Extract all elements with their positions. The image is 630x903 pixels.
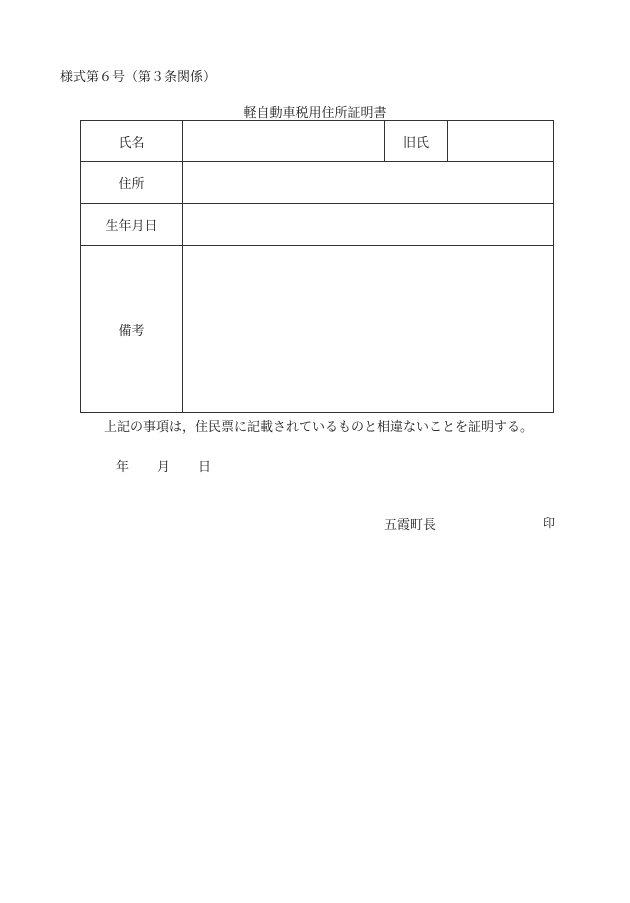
address-row: [81, 162, 554, 204]
birthdate-label: 生年月日: [81, 204, 183, 246]
remarks-row: [81, 246, 554, 413]
name-row: [81, 121, 554, 162]
seal-mark: 印: [543, 516, 556, 530]
former-name-label: 旧氏: [385, 121, 448, 162]
birthdate-field[interactable]: [183, 204, 554, 246]
form-number: 様式第６号（第３条関係）: [60, 70, 217, 85]
issue-date: [116, 456, 211, 475]
address-label: 住所: [81, 162, 183, 204]
remarks-label: 備考: [81, 246, 183, 413]
certificate-table: [80, 120, 554, 413]
name-field[interactable]: [183, 121, 385, 162]
date-year-label: 年: [116, 460, 130, 475]
date-month-label: 月: [157, 460, 171, 475]
former-name-field[interactable]: [448, 121, 554, 162]
address-field[interactable]: [183, 162, 554, 204]
name-label: 氏名: [81, 121, 183, 162]
issuer-title: 五霞町長: [384, 518, 437, 533]
document-title: 軽自動車税用住所証明書: [243, 106, 387, 121]
birthdate-row: [81, 204, 554, 246]
remarks-field[interactable]: [183, 246, 554, 413]
date-day-label: 日: [198, 460, 212, 475]
certification-statement: 上記の事項は，住民票に記載されているものと相違ないことを証明する。: [104, 420, 534, 435]
